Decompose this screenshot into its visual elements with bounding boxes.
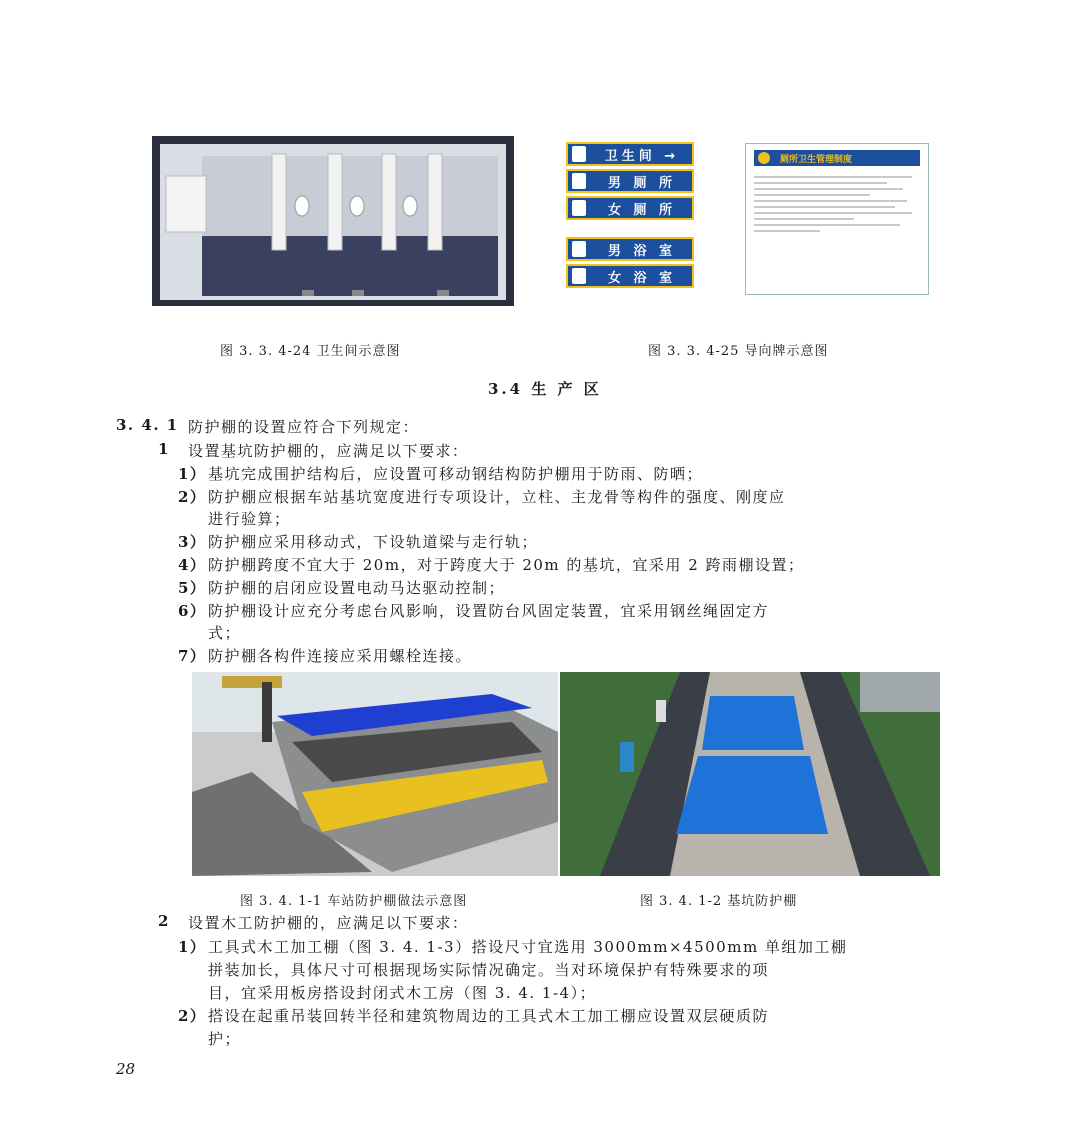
clause-text: 防护棚的设置应符合下列规定： (188, 418, 420, 436)
page-number: 28 (116, 1060, 136, 1078)
item2-sub1-line1: 工具式木工加工棚（图 3. 4. 1-3）搭设尺寸宜选用 3000mm×4500mm 单组加工棚 (208, 938, 848, 956)
fig-25-caption: 图 3. 3. 4-25 导向牌示意图 (648, 344, 829, 359)
item1-sub4-text: 防护棚跨度不宜大于 20m，对于跨度大于 20m 的基坑，宜采用 2 跨雨棚设置； (208, 556, 805, 574)
toilet-plan-image (152, 136, 514, 306)
item1-sub1-num: 1） (178, 465, 207, 483)
item1-text: 设置基坑防护棚的，应满足以下要求： (188, 442, 469, 460)
man-icon (572, 173, 586, 189)
item1-sub7-num: 7） (178, 647, 207, 665)
item1-sub3-text: 防护棚应采用移动式，下设轨道梁与走行轨； (208, 533, 539, 551)
item1-sub3-num: 3） (178, 533, 207, 551)
fig-2-caption: 图 3. 4. 1-2 基坑防护棚 (640, 894, 798, 909)
item2-sub2-line1: 搭设在起重吊装回转半径和建筑物周边的工具式木工加工棚应设置双层硬质防 (208, 1007, 770, 1025)
item2-sub2-line2: 护； (208, 1030, 242, 1048)
man-icon (572, 241, 586, 257)
sign-men-bath: 男 浴 室 (566, 237, 694, 261)
item1-sub2-text: 防护棚应根据车站基坑宽度进行专项设计，立柱、主龙骨等构件的强度、刚度应 (208, 488, 786, 506)
item1-sub6-num: 6） (178, 602, 207, 620)
notice-board (745, 143, 929, 295)
fig-1-caption: 图 3. 4. 1-1 车站防护棚做法示意图 (240, 894, 468, 909)
item1-sub5-num: 5） (178, 579, 207, 597)
item1-sub2-cont: 进行验算； (208, 510, 291, 528)
item2-sub2-num: 2） (178, 1007, 207, 1025)
item2-sub1-num: 1） (178, 938, 207, 956)
woman-icon (572, 200, 586, 216)
station-shed-render (192, 672, 558, 876)
notice-header (754, 150, 920, 166)
sign-men: 男 厕 所 (566, 169, 694, 193)
clause-number: 3. 4. 1 (116, 416, 179, 434)
sign-toilet: 卫生间 → (566, 142, 694, 166)
item1-sub7-text: 防护棚各构件连接应采用螺栓连接。 (208, 647, 473, 665)
guide-signs-group (566, 140, 736, 305)
item2-sub1-line3: 目，宜采用板房搭设封闭式木工房（图 3. 4. 1-4）； (208, 984, 597, 1002)
fig-24-caption: 图 3. 3. 4-24 卫生间示意图 (220, 344, 401, 359)
item1-number: 1 (158, 440, 170, 458)
sign-women: 女 厕 所 (566, 196, 694, 220)
item1-sub4-num: 4） (178, 556, 207, 574)
item1-sub5-text: 防护棚的启闭应设置电动马达驱动控制； (208, 579, 506, 597)
woman-icon (572, 268, 586, 284)
item2-text: 设置木工防护棚的，应满足以下要求： (188, 914, 469, 932)
notice-title: 厕所卫生管理制度 (780, 154, 853, 165)
item2-sub1-line2: 拼装加长，具体尺寸可根据现场实际情况确定。当对环境保护有特殊要求的项 (208, 961, 770, 979)
sign-women-bath: 女 浴 室 (566, 264, 694, 288)
person-icon (572, 146, 586, 162)
section-title: 3.4 生 产 区 (488, 380, 602, 398)
item2-number: 2 (158, 912, 170, 930)
foundation-pit-shed-photo (560, 672, 940, 876)
item1-sub6-cont: 式； (208, 624, 242, 642)
notice-text-lines (754, 176, 920, 232)
item1-sub6-text: 防护棚设计应充分考虑台风影响，设置防台风固定装置，宜采用钢丝绳固定方 (208, 602, 770, 620)
notice-logo-icon (758, 152, 770, 164)
item1-sub1-text: 基坑完成围护结构后，应设置可移动钢结构防护棚用于防雨、防晒； (208, 465, 704, 483)
item1-sub2-num: 2） (178, 488, 207, 506)
